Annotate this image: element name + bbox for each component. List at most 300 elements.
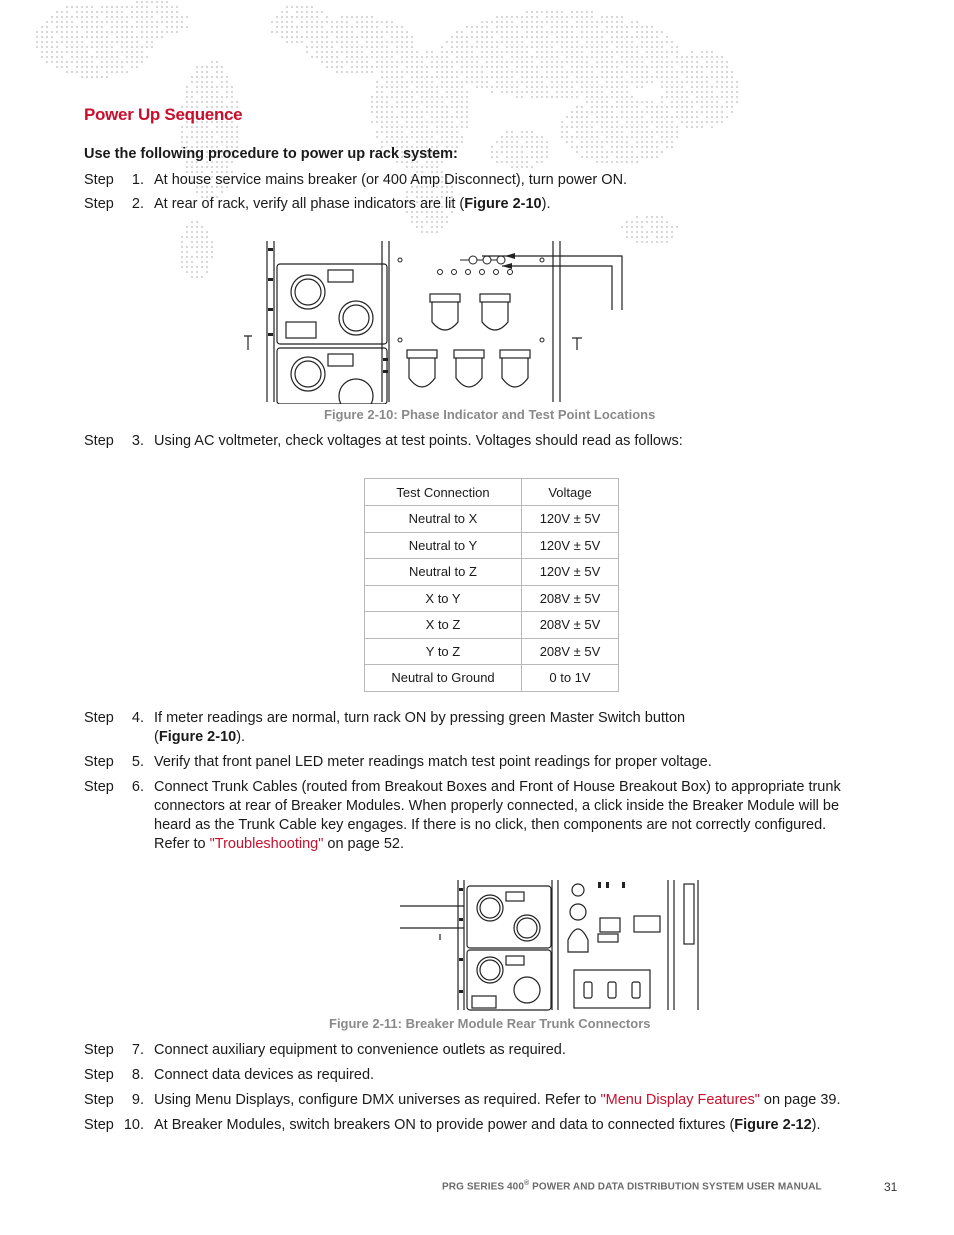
map-dot: [416, 61, 418, 63]
map-dot: [461, 106, 463, 108]
map-dot: [61, 21, 63, 23]
map-dot: [736, 96, 738, 98]
table-cell: X to Y: [365, 585, 522, 612]
map-dot: [371, 71, 373, 73]
map-dot: [421, 221, 423, 223]
map-dot: [311, 31, 313, 33]
map-dot: [541, 151, 543, 153]
map-dot: [501, 61, 503, 63]
map-dot: [661, 101, 663, 103]
map-dot: [276, 16, 278, 18]
map-dot: [571, 11, 573, 13]
map-dot: [486, 81, 488, 83]
menu-display-features-link[interactable]: "Menu Display Features": [600, 1092, 760, 1108]
map-dot: [536, 16, 538, 18]
map-dot: [601, 111, 603, 113]
map-dot: [401, 46, 403, 48]
map-dot: [531, 31, 533, 33]
map-dot: [426, 81, 428, 83]
map-dot: [541, 96, 543, 98]
map-dot: [566, 141, 568, 143]
map-dot: [636, 51, 638, 53]
map-dot: [691, 76, 693, 78]
map-dot: [306, 36, 308, 38]
map-dot: [441, 101, 443, 103]
map-dot: [586, 146, 588, 148]
map-dot: [716, 106, 718, 108]
map-dot: [581, 131, 583, 133]
map-dot: [696, 66, 698, 68]
map-dot: [416, 56, 418, 58]
map-dot: [201, 141, 203, 143]
map-dot: [691, 121, 693, 123]
map-dot: [221, 71, 223, 73]
map-dot: [396, 81, 398, 83]
map-dot: [591, 136, 593, 138]
map-dot: [536, 36, 538, 38]
map-dot: [71, 61, 73, 63]
map-dot: [86, 76, 88, 78]
page-footer: PRG SERIES 400® POWER AND DATA DISTRIBUTION SYSTEM USER MANUAL: [442, 1180, 822, 1193]
map-dot: [586, 56, 588, 58]
map-dot: [716, 111, 718, 113]
map-dot: [666, 71, 668, 73]
map-dot: [601, 61, 603, 63]
map-dot: [511, 36, 513, 38]
map-dot: [651, 106, 653, 108]
map-dot: [566, 36, 568, 38]
map-dot: [606, 141, 608, 143]
map-dot: [706, 91, 708, 93]
map-dot: [616, 16, 618, 18]
map-dot: [686, 61, 688, 63]
table-cell: Neutral to X: [365, 506, 522, 533]
map-dot: [601, 156, 603, 158]
map-dot: [286, 21, 288, 23]
table-cell: Y to Z: [365, 638, 522, 665]
map-dot: [531, 91, 533, 93]
map-dot: [556, 16, 558, 18]
map-dot: [101, 61, 103, 63]
map-dot: [601, 161, 603, 163]
map-dot: [636, 236, 638, 238]
map-dot: [401, 136, 403, 138]
map-dot: [661, 141, 663, 143]
map-dot: [691, 81, 693, 83]
map-dot: [436, 76, 438, 78]
map-dot: [601, 66, 603, 68]
map-dot: [621, 56, 623, 58]
map-dot: [631, 111, 633, 113]
map-dot: [616, 26, 618, 28]
map-dot: [641, 241, 643, 243]
map-dot: [156, 31, 158, 33]
map-dot: [356, 16, 358, 18]
map-dot: [526, 91, 528, 93]
map-dot: [626, 91, 628, 93]
map-dot: [506, 136, 508, 138]
map-dot: [206, 101, 208, 103]
map-dot: [321, 51, 323, 53]
step-text: At rear of rack, verify all phase indicators are lit (Figure 2-10).: [154, 196, 551, 212]
map-dot: [631, 51, 633, 53]
map-dot: [311, 16, 313, 18]
map-dot: [571, 46, 573, 48]
map-dot: [316, 36, 318, 38]
map-dot: [566, 61, 568, 63]
map-dot: [486, 56, 488, 58]
map-dot: [51, 61, 53, 63]
map-dot: [81, 71, 83, 73]
map-dot: [501, 136, 503, 138]
map-dot: [351, 71, 353, 73]
map-dot: [371, 16, 373, 18]
map-dot: [541, 76, 543, 78]
map-dot: [466, 96, 468, 98]
map-dot: [476, 66, 478, 68]
map-dot: [516, 46, 518, 48]
map-dot: [396, 36, 398, 38]
map-dot: [196, 136, 198, 138]
map-dot: [611, 161, 613, 163]
map-dot: [706, 61, 708, 63]
map-dot: [611, 61, 613, 63]
map-dot: [726, 106, 728, 108]
map-dot: [501, 151, 503, 153]
map-dot: [636, 21, 638, 23]
map-dot: [496, 46, 498, 48]
map-dot: [336, 66, 338, 68]
map-dot: [656, 116, 658, 118]
map-dot: [611, 56, 613, 58]
map-dot: [126, 56, 128, 58]
map-dot: [61, 11, 63, 13]
map-dot: [671, 81, 673, 83]
map-dot: [546, 46, 548, 48]
map-dot: [451, 86, 453, 88]
map-dot: [476, 31, 478, 33]
map-dot: [121, 46, 123, 48]
map-dot: [446, 56, 448, 58]
map-dot: [601, 76, 603, 78]
map-dot: [506, 156, 508, 158]
map-dot: [716, 66, 718, 68]
map-dot: [411, 126, 413, 128]
map-dot: [661, 121, 663, 123]
map-dot: [436, 166, 438, 168]
map-dot: [636, 161, 638, 163]
map-dot: [426, 166, 428, 168]
map-dot: [556, 71, 558, 73]
map-dot: [581, 141, 583, 143]
map-dot: [61, 16, 63, 18]
map-dot: [596, 146, 598, 148]
map-dot: [676, 96, 678, 98]
map-dot: [526, 26, 528, 28]
map-dot: [656, 36, 658, 38]
map-dot: [716, 96, 718, 98]
map-dot: [421, 121, 423, 123]
map-dot: [671, 86, 673, 88]
map-dot: [56, 46, 58, 48]
map-dot: [641, 221, 643, 223]
map-dot: [501, 66, 503, 68]
map-dot: [506, 41, 508, 43]
map-dot: [541, 81, 543, 83]
map-dot: [216, 96, 218, 98]
map-dot: [116, 6, 118, 8]
map-dot: [391, 96, 393, 98]
map-dot: [536, 46, 538, 48]
map-dot: [361, 66, 363, 68]
map-dot: [236, 101, 238, 103]
map-dot: [101, 26, 103, 28]
map-dot: [491, 41, 493, 43]
map-dot: [341, 26, 343, 28]
map-dot: [616, 86, 618, 88]
map-dot: [616, 101, 618, 103]
map-dot: [466, 126, 468, 128]
map-dot: [616, 61, 618, 63]
map-dot: [371, 106, 373, 108]
map-dot: [641, 81, 643, 83]
map-dot: [531, 96, 533, 98]
map-dot: [626, 156, 628, 158]
map-dot: [626, 226, 628, 228]
map-dot: [711, 71, 713, 73]
map-dot: [406, 121, 408, 123]
map-dot: [686, 111, 688, 113]
map-dot: [596, 26, 598, 28]
map-dot: [461, 56, 463, 58]
map-dot: [556, 96, 558, 98]
map-dot: [591, 31, 593, 33]
map-dot: [341, 51, 343, 53]
map-dot: [651, 221, 653, 223]
map-dot: [581, 76, 583, 78]
map-dot: [301, 36, 303, 38]
map-dot: [481, 76, 483, 78]
map-dot: [226, 141, 228, 143]
map-dot: [516, 146, 518, 148]
map-dot: [391, 81, 393, 83]
map-dot: [296, 31, 298, 33]
map-dot: [506, 141, 508, 143]
map-dot: [736, 81, 738, 83]
map-dot: [611, 66, 613, 68]
map-dot: [276, 31, 278, 33]
map-dot: [106, 31, 108, 33]
map-dot: [196, 126, 198, 128]
map-dot: [611, 86, 613, 88]
map-dot: [326, 31, 328, 33]
map-dot: [711, 101, 713, 103]
map-dot: [661, 226, 663, 228]
map-dot: [641, 76, 643, 78]
map-dot: [676, 116, 678, 118]
map-dot: [561, 66, 563, 68]
map-dot: [61, 26, 63, 28]
map-dot: [676, 131, 678, 133]
map-dot: [651, 46, 653, 48]
map-dot: [221, 131, 223, 133]
map-dot: [221, 101, 223, 103]
map-dot: [526, 156, 528, 158]
map-dot: [451, 51, 453, 53]
map-dot: [396, 26, 398, 28]
map-dot: [696, 126, 698, 128]
map-dot: [456, 141, 458, 143]
map-dot: [431, 166, 433, 168]
map-dot: [631, 106, 633, 108]
map-dot: [286, 11, 288, 13]
map-dot: [211, 101, 213, 103]
map-dot: [501, 51, 503, 53]
map-dot: [496, 141, 498, 143]
map-dot: [371, 111, 373, 113]
map-dot: [291, 21, 293, 23]
map-dot: [676, 51, 678, 53]
map-dot: [336, 61, 338, 63]
map-dot: [111, 26, 113, 28]
map-dot: [511, 91, 513, 93]
map-dot: [651, 146, 653, 148]
map-dot: [346, 16, 348, 18]
map-dot: [631, 96, 633, 98]
map-dot: [441, 131, 443, 133]
map-dot: [131, 66, 133, 68]
map-dot: [456, 31, 458, 33]
map-dot: [441, 191, 443, 193]
map-dot: [371, 121, 373, 123]
map-dot: [666, 41, 668, 43]
troubleshooting-link[interactable]: "Troubleshooting": [209, 836, 324, 852]
map-dot: [196, 241, 198, 243]
map-dot: [566, 91, 568, 93]
map-dot: [431, 141, 433, 143]
map-dot: [81, 61, 83, 63]
map-dot: [576, 106, 578, 108]
map-dot: [301, 6, 303, 8]
map-dot: [526, 46, 528, 48]
map-dot: [651, 226, 653, 228]
map-dot: [626, 46, 628, 48]
map-dot: [146, 11, 148, 13]
map-dot: [201, 71, 203, 73]
map-dot: [416, 51, 418, 53]
map-dot: [521, 46, 523, 48]
map-dot: [436, 226, 438, 228]
map-dot: [676, 126, 678, 128]
map-dot: [626, 126, 628, 128]
map-dot: [366, 26, 368, 28]
map-dot: [626, 41, 628, 43]
map-dot: [646, 41, 648, 43]
map-dot: [511, 156, 513, 158]
map-dot: [486, 61, 488, 63]
map-dot: [146, 56, 148, 58]
map-dot: [461, 141, 463, 143]
map-dot: [191, 261, 193, 263]
map-dot: [661, 81, 663, 83]
map-dot: [286, 31, 288, 33]
map-dot: [566, 51, 568, 53]
map-dot: [91, 36, 93, 38]
map-dot: [341, 16, 343, 18]
step-label: Step: [84, 1092, 114, 1108]
map-dot: [566, 16, 568, 18]
map-dot: [666, 146, 668, 148]
map-dot: [191, 256, 193, 258]
map-dot: [641, 101, 643, 103]
map-dot: [621, 116, 623, 118]
table-row: [365, 638, 619, 665]
map-dot: [481, 46, 483, 48]
map-dot: [326, 61, 328, 63]
map-dot: [46, 51, 48, 53]
map-dot: [91, 71, 93, 73]
map-dot: [186, 91, 188, 93]
map-dot: [61, 66, 63, 68]
map-dot: [606, 156, 608, 158]
map-dot: [166, 16, 168, 18]
map-dot: [426, 56, 428, 58]
map-dot: [466, 46, 468, 48]
map-dot: [546, 71, 548, 73]
map-dot: [501, 76, 503, 78]
map-dot: [221, 81, 223, 83]
map-dot: [641, 226, 643, 228]
map-dot: [586, 21, 588, 23]
map-dot: [161, 11, 163, 13]
map-dot: [416, 101, 418, 103]
map-dot: [136, 26, 138, 28]
step-number: 4.: [131, 710, 144, 726]
map-dot: [516, 161, 518, 163]
map-dot: [536, 31, 538, 33]
map-dot: [731, 71, 733, 73]
map-dot: [606, 21, 608, 23]
map-dot: [661, 111, 663, 113]
map-dot: [126, 71, 128, 73]
map-dot: [501, 56, 503, 58]
map-dot: [181, 26, 183, 28]
map-dot: [381, 76, 383, 78]
map-dot: [446, 81, 448, 83]
map-dot: [621, 161, 623, 163]
map-dot: [211, 256, 213, 258]
map-dot: [221, 166, 223, 168]
map-dot: [216, 141, 218, 143]
map-dot: [641, 141, 643, 143]
map-dot: [541, 21, 543, 23]
map-dot: [51, 46, 53, 48]
map-dot: [136, 56, 138, 58]
map-dot: [356, 36, 358, 38]
map-dot: [131, 11, 133, 13]
map-dot: [651, 36, 653, 38]
map-dot: [191, 226, 193, 228]
map-dot: [701, 101, 703, 103]
map-dot: [496, 21, 498, 23]
map-dot: [271, 31, 273, 33]
map-dot: [156, 11, 158, 13]
map-dot: [386, 126, 388, 128]
map-dot: [481, 26, 483, 28]
map-dot: [206, 91, 208, 93]
map-dot: [201, 256, 203, 258]
map-dot: [471, 61, 473, 63]
